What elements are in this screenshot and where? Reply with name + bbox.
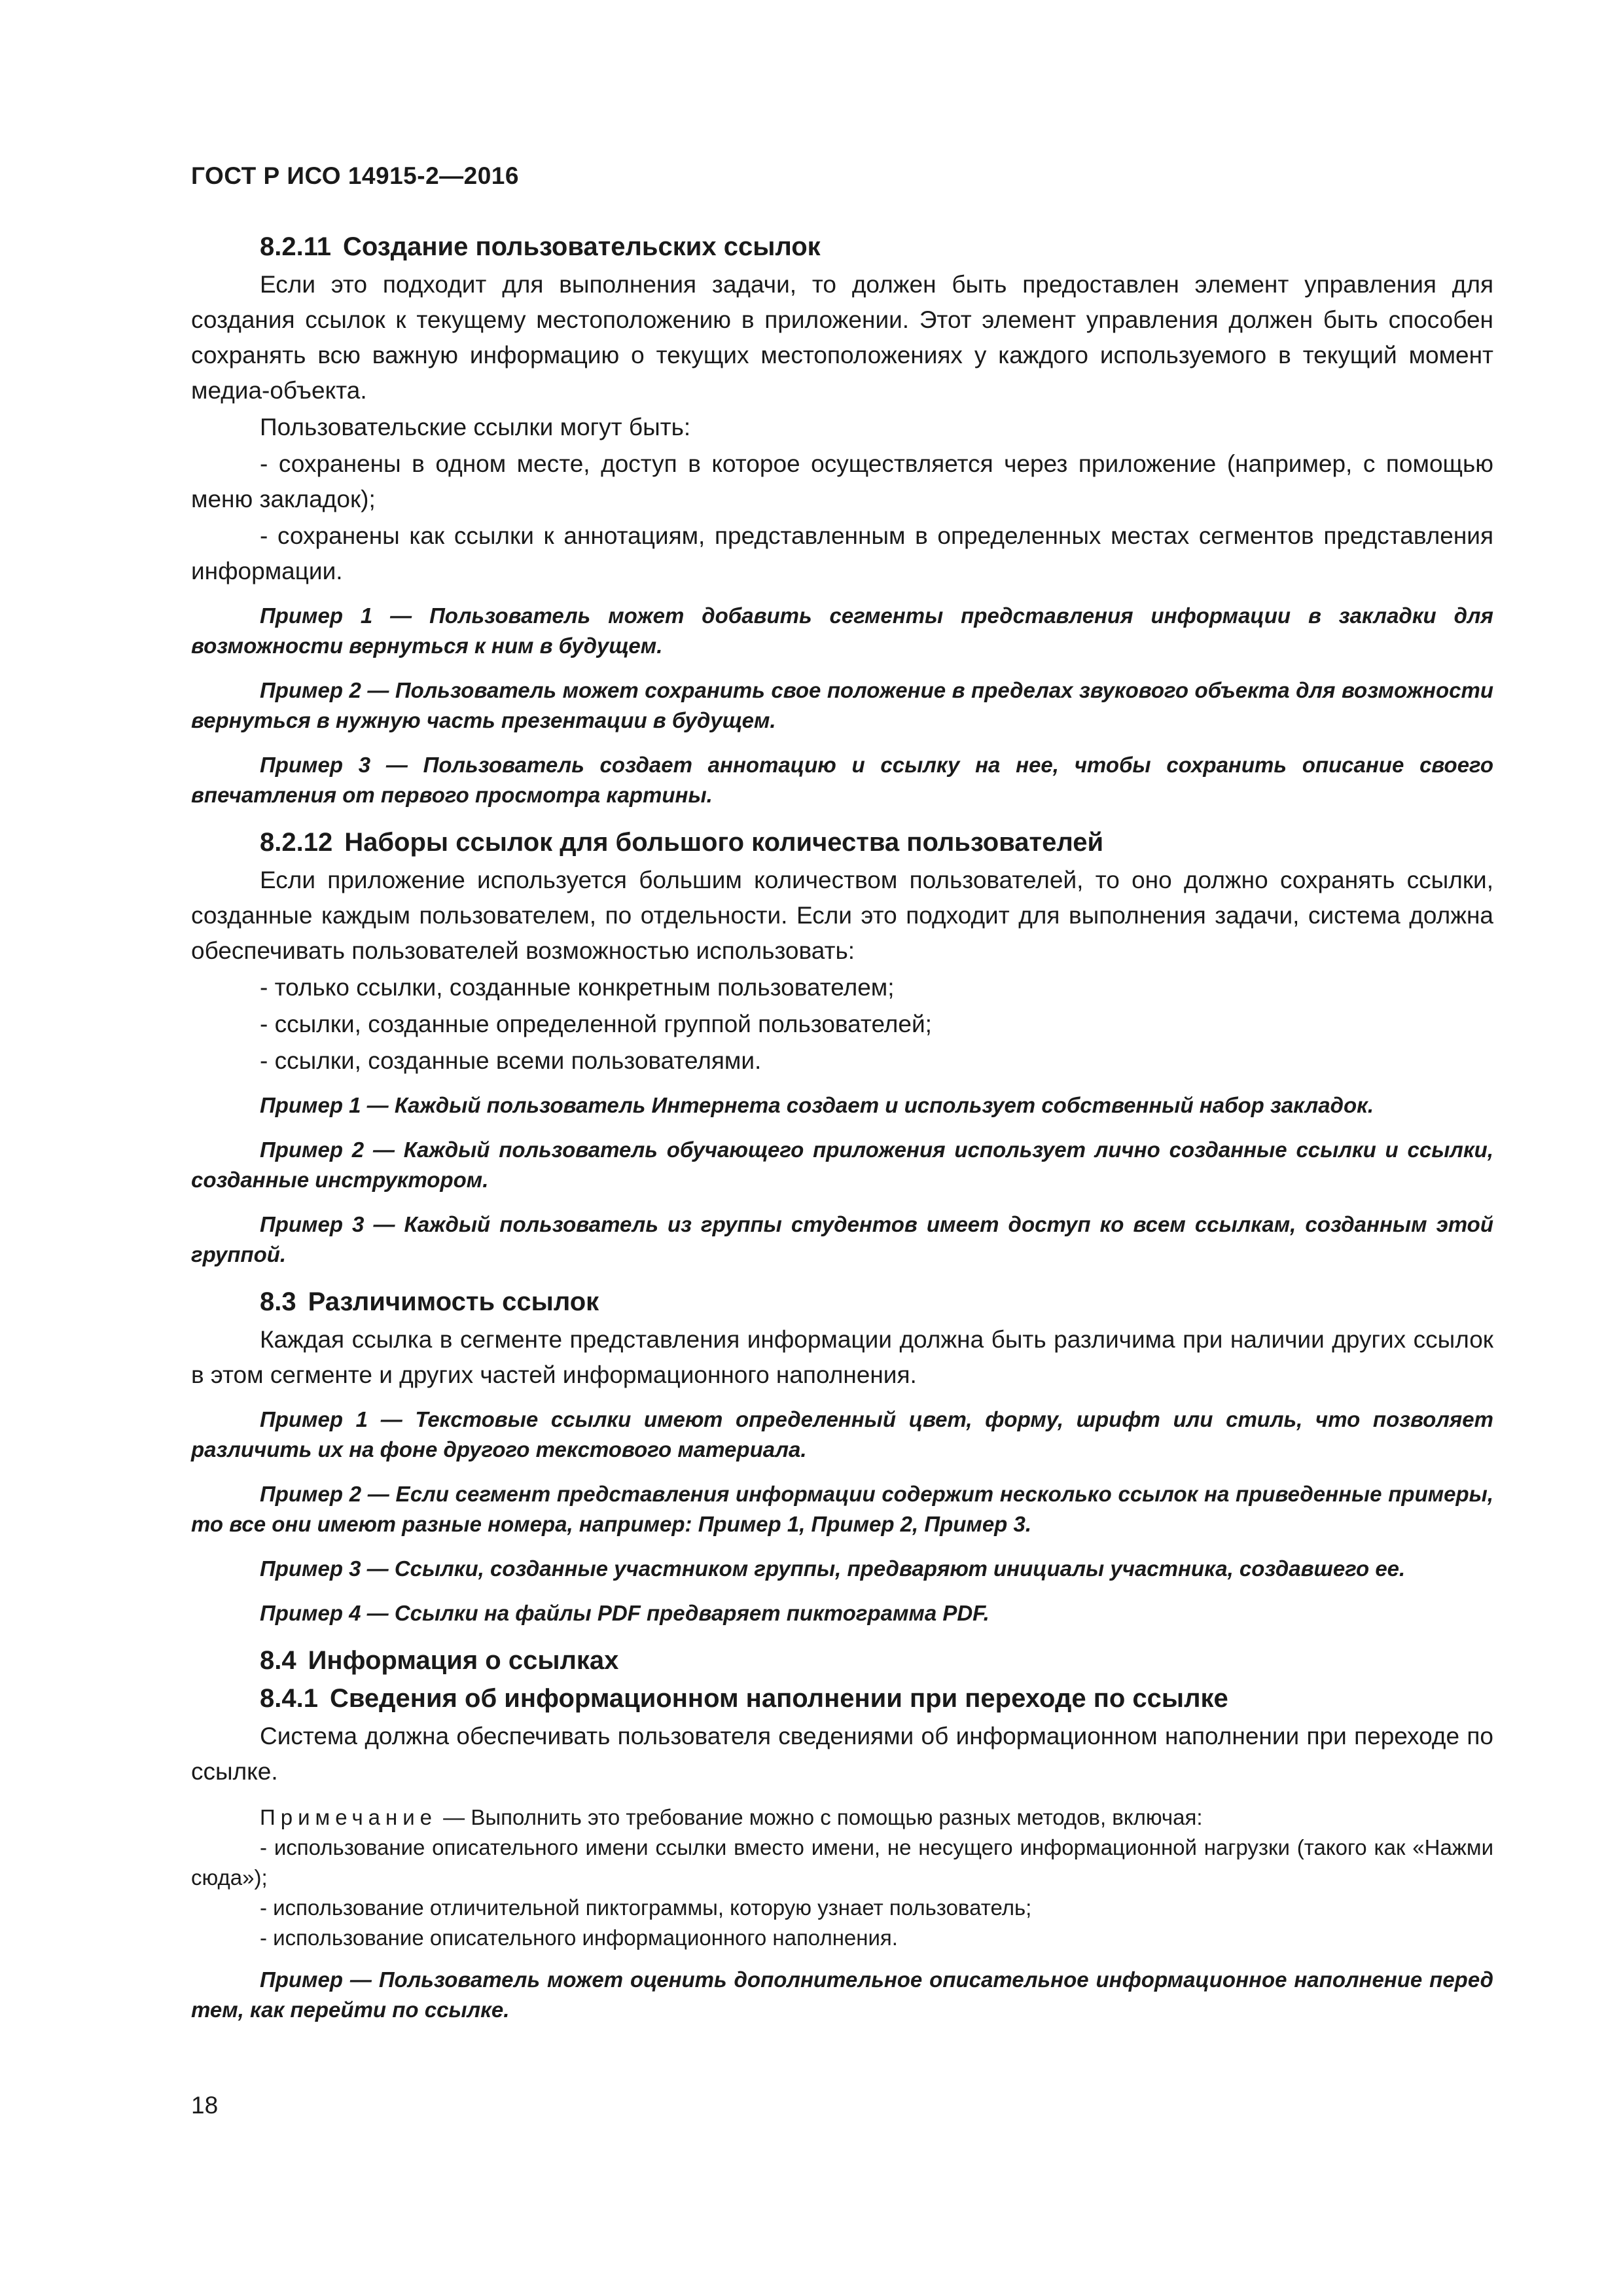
example: Пример 1 — Текстовые ссылки имеют определенный цвет, форму, шрифт или стиль, что позволяет различить их на фоне другого текстового материала. (191, 1407, 1493, 1462)
section-title: Информация о ссылках (308, 1646, 619, 1675)
section-heading-8-4 (191, 1643, 1493, 1678)
document-header: ГОСТ Р ИСО 14915-2—2016 (191, 162, 519, 189)
page-number: 18 (191, 2092, 219, 2119)
paragraph: Пользовательские ссылки могут быть: (260, 414, 691, 440)
list-item: - ссылки, созданные всеми пользователями. (260, 1047, 762, 1074)
paragraph: Если приложение используется большим количеством пользователей, то оно должно сохранять ссылки, созданные каждым пользователем, по отдельности. Если это подходит для выполнения задачи, система должна обеспечивать пользователей возможностью использовать: (191, 867, 1493, 964)
note-label: Примечание (260, 1805, 438, 1829)
section-title: Различимость ссылок (308, 1287, 599, 1316)
section-title: Сведения об информационном наполнении при переходе по ссылке (329, 1684, 1228, 1713)
example: Пример 3 — Ссылки, созданные участником группы, предваряют инициалы участника, создавшего ее. (260, 1556, 1406, 1581)
section-title: Создание пользовательских ссылок (343, 232, 821, 261)
note-list-item: - использование описательного имени ссылки вместо имени, не несущего информационной нагрузки (такого как «Нажми сюда»); (191, 1835, 1493, 1890)
list-item: - ссылки, созданные определенной группой пользователей; (260, 1011, 932, 1037)
section-heading-8-4-1 (191, 1681, 1493, 1716)
example: Пример 1 — Каждый пользователь Интернета создает и использует собственный набор закладок. (260, 1093, 1374, 1117)
example: Пример 3 — Пользователь создает аннотацию и ссылку на нее, чтобы сохранить описание своего впечатления от первого просмотра картины. (191, 753, 1493, 807)
example: Пример 3 — Каждый пользователь из группы студентов имеет доступ ко всем ссылкам, созданным этой группой. (191, 1212, 1493, 1266)
example: Пример — Пользователь может оценить дополнительное описательное информационное наполнение перед тем, как перейти по ссылке. (191, 1967, 1493, 2022)
section-number: 8.4.1 (260, 1684, 318, 1713)
example: Пример 2 — Если сегмент представления информации содержит несколько ссылок на приведенные примеры, то все они имеют разные номера, например: Пример 1, Пример 2, Пример 3. (191, 1482, 1493, 1536)
example: Пример 2 — Пользователь может сохранить свое положение в пределах звукового объекта для возможности вернуться в нужную часть презентации в будущем. (191, 678, 1493, 732)
list-item: - только ссылки, созданные конкретным пользователем; (260, 974, 895, 1001)
section-number: 8.4 (260, 1646, 296, 1675)
section-heading-8-2-11 (191, 229, 1493, 264)
section-heading-8-3 (191, 1284, 1493, 1319)
note-list-item: - использование описательного информационного наполнения. (260, 1926, 898, 1950)
section-number: 8.3 (260, 1287, 296, 1316)
example: Пример 1 — Пользователь может добавить сегменты представления информации в закладки для возможности вернуться к ним в будущем. (191, 603, 1493, 658)
section-number: 8.2.11 (260, 232, 332, 261)
example: Пример 2 — Каждый пользователь обучающего приложения использует лично созданные ссылки и ссылки, созданные инструктором. (191, 1138, 1493, 1192)
list-item: - сохранены как ссылки к аннотациям, представленным в определенных местах сегментов представления информации. (191, 522, 1493, 584)
section-heading-8-2-12 (191, 825, 1493, 860)
paragraph: Каждая ссылка в сегменте представления информации должна быть различима при наличии других ссылок в этом сегменте и других частей информационного наполнения. (191, 1326, 1493, 1388)
note (191, 1803, 1493, 1833)
paragraph: Система должна обеспечивать пользователя сведениями об информационном наполнении при переходе по ссылке. (191, 1723, 1493, 1785)
note-list-item: - использование отличительной пиктограммы, которую узнает пользователь; (260, 1895, 1032, 1920)
example: Пример 4 — Ссылки на файлы PDF предваряет пиктограмма PDF. (260, 1601, 990, 1625)
paragraph: Если это подходит для выполнения задачи, то должен быть предоставлен элемент управления для создания ссылок к текущему местоположению в приложении. Этот элемент управления должен быть способен сохранять всю важную информацию о текущих местоположениях у каждого используемого в текущий момент медиа-объекта. (191, 271, 1493, 404)
list-item: - сохранены в одном месте, доступ в которое осуществляется через приложение (например, с помощью меню закладок); (191, 450, 1493, 512)
section-number: 8.2.12 (260, 828, 333, 857)
section-title: Наборы ссылок для большого количества пользователей (344, 828, 1104, 857)
note-text: — Выполнить это требование можно с помощью разных методов, включая: (437, 1805, 1203, 1829)
document-body (191, 229, 1493, 2039)
